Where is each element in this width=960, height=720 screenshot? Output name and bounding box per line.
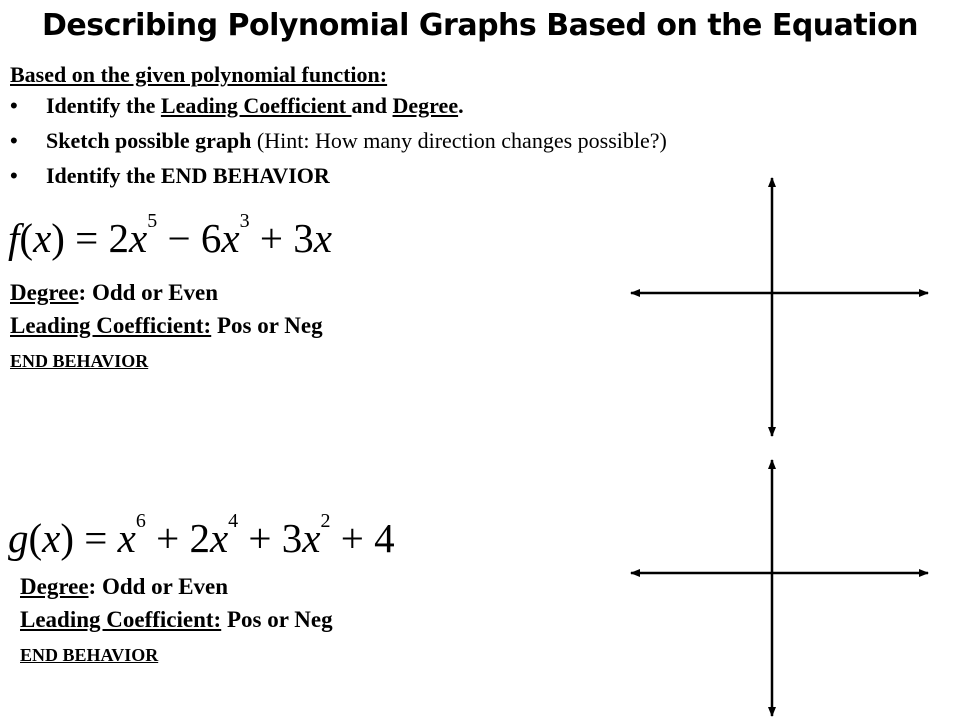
constant: 4 <box>374 515 395 561</box>
page-title: Describing Polynomial Graphs Based on the Equation <box>41 8 918 43</box>
degree-options: : Odd or Even <box>78 280 219 305</box>
variable: x <box>221 215 240 261</box>
text: . <box>458 93 464 118</box>
coefficient: 6 <box>200 215 222 261</box>
exponent: 2 <box>320 510 331 532</box>
exponent: 4 <box>228 510 239 532</box>
degree-label: Degree <box>20 574 89 599</box>
variable: x <box>42 515 61 561</box>
axes-g <box>631 460 928 716</box>
exponent: 6 <box>135 510 146 532</box>
variable: x <box>117 515 136 561</box>
leading-coefficient-term: Leading Coefficient <box>160 93 352 118</box>
end-behavior-label: END BEHAVIOR <box>10 351 149 371</box>
variable: x <box>33 215 52 261</box>
leading-coefficient-label: Leading Coefficient: <box>20 607 222 632</box>
leading-coefficient-options: Pos or Neg <box>211 313 323 338</box>
variable: x <box>313 215 332 261</box>
text: Sketch possible graph <box>46 128 252 153</box>
variable: x <box>129 215 148 261</box>
axes-f <box>631 178 928 436</box>
instructions-heading: Based on the given polynomial function: <box>10 62 388 87</box>
end-behavior-label: END BEHAVIOR <box>20 645 159 665</box>
exponent: 3 <box>239 210 250 232</box>
equation-g: $g(x) = x^6 + 2x^4 + 3x^2 + 4$ <box>8 510 395 561</box>
coefficient: 2 <box>189 515 210 561</box>
function-name: f <box>8 215 20 261</box>
coefficient: 3 <box>293 215 314 261</box>
exponent: 5 <box>147 210 158 232</box>
hint-text: (Hint: How many direction changes possible?) <box>251 128 667 153</box>
coefficient: 3 <box>281 515 303 561</box>
text: Identify the END BEHAVIOR <box>46 163 330 188</box>
degree-term: Degree <box>392 93 459 118</box>
leading-coefficient-options: Pos or Neg <box>221 607 333 632</box>
variable: x <box>209 515 229 561</box>
degree-label: Degree <box>10 280 79 305</box>
coefficient: 2 <box>108 215 130 261</box>
degree-options: : Odd or Even <box>88 574 229 599</box>
leading-coefficient-label: Leading Coefficient: <box>10 313 212 338</box>
text: and <box>351 93 393 118</box>
text: Identify the <box>46 93 161 118</box>
variable: x <box>302 515 321 561</box>
equation-f: $f(x) = 2x^5 - 6x^3 + 3x$ <box>8 210 332 261</box>
function-name: g <box>8 515 29 561</box>
